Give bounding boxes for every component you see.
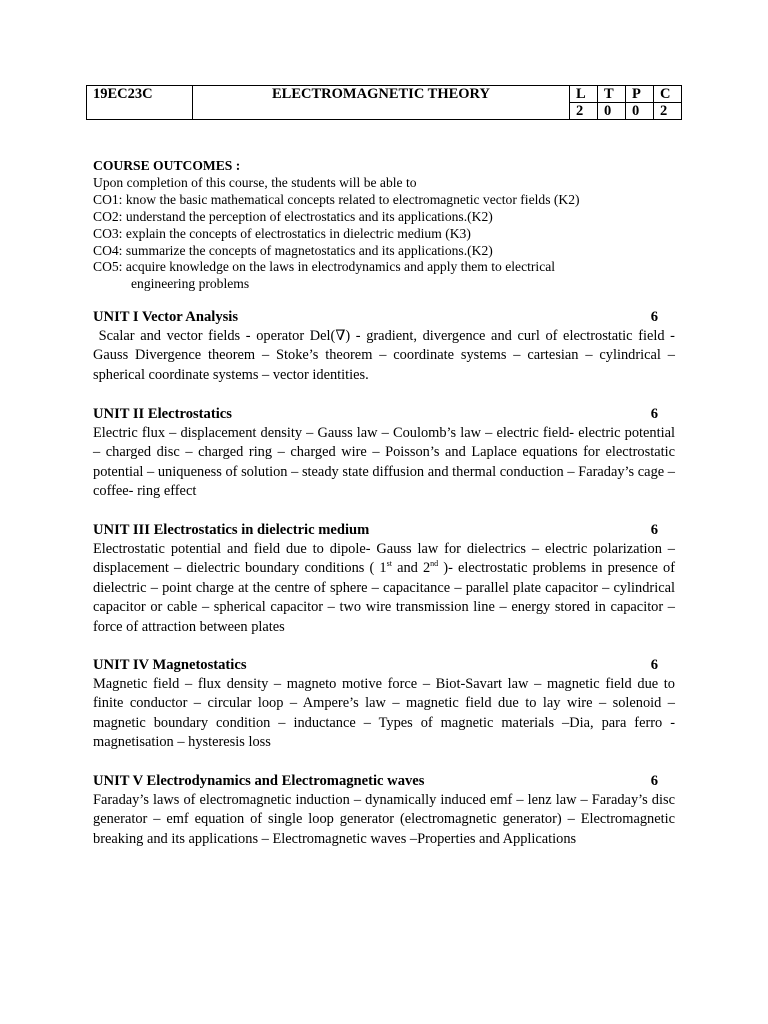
unit-4-heading: [93, 656, 675, 675]
unit-3: [93, 521, 675, 637]
outcome-co5: CO5: acquire knowledge on the laws in electrodynamics and apply them to electrical: [93, 259, 556, 275]
unit-3-body-part-c: )- electrostatic problems in presence of dielectric – point charge at the centre of sphere – capacitance – parallel plate capacitor – cylindrical capacitor or cable – spherical capacitor – two wire transmission line – energy stored in capacitor – force of attraction between plates: [93, 560, 676, 635]
unit-4-hours: 6: [650, 657, 658, 673]
ltpc-label-l: L: [570, 86, 598, 103]
unit-3-hours: 6: [650, 522, 658, 538]
unit-3-heading: [93, 521, 675, 540]
unit-5-body: Faraday’s laws of electromagnetic induction – dynamically induced emf – lenz law – Faraday’s disc generator – emf equation of single loop generator (electromagnetic generator) – Electromagnetic breaking and its applications – Electromagnetic waves –Properties and Applications: [93, 792, 675, 847]
outcomes-heading: COURSE OUTCOMES :: [93, 158, 241, 173]
ltpc-label-c: C: [654, 86, 682, 103]
outcome-co2: CO2: understand the perception of electrostatics and its applications.(K2): [93, 208, 493, 224]
outcome-co5-continuation: engineering problems: [131, 276, 250, 292]
outcome-co1: CO1: know the basic mathematical concepts related to electromagnetic vector fields (K2): [93, 191, 580, 207]
unit-2: [93, 405, 675, 502]
unit-5: [93, 772, 675, 849]
ltpc-value-t: 0: [598, 103, 626, 120]
unit-3-body: [93, 540, 675, 637]
unit-1: [93, 308, 679, 385]
unit-3-sup-st: st: [386, 559, 392, 569]
unit-2-hours: 6: [650, 406, 658, 422]
unit-4-title: UNIT IV Magnetostatics: [93, 657, 247, 673]
unit-3-body-part-a: Electrostatic potential and field due to dipole- Gauss law for dielectrics – electric polarization – displacement – dielectric boundary conditions ( 1: [93, 541, 675, 577]
unit-1-heading: [93, 308, 675, 327]
unit-1-title: UNIT I Vector Analysis: [93, 309, 239, 325]
unit-1-body: Scalar and vector fields - operator Del(∇) - gradient, divergence and curl of electrostatic field - Gauss Divergence theorem – Stoke’s theorem – coordinate systems – cartesian – cylindrical – spherical coordinate systems – vector identities.: [93, 328, 679, 383]
unit-2-body: Electric flux – displacement density – Gauss law – Coulomb’s law – electric field- electric potential – charged disc – charged ring – charged wire – Poisson’s and Laplace equations for electrostatic potential – uniqueness of solution – steady state diffusion and thermal conduction – Faraday’s cage – coffee- ring effect: [93, 425, 675, 500]
unit-5-hours: 6: [650, 773, 658, 789]
course-header-table: [86, 85, 682, 120]
outcome-co4: CO4: summarize the concepts of magnetostatics and its applications.(K2): [93, 242, 493, 258]
unit-2-title: UNIT II Electrostatics: [93, 406, 232, 422]
outcomes-intro: Upon completion of this course, the students will be able to: [93, 174, 417, 190]
course-code: 19EC23C: [87, 86, 193, 120]
unit-2-heading: [93, 405, 675, 424]
unit-3-title: UNIT III Electrostatics in dielectric medium: [93, 522, 370, 538]
ltpc-label-t: T: [598, 86, 626, 103]
course-outcomes: [93, 158, 675, 293]
unit-3-sup-nd: nd: [430, 559, 439, 569]
ltpc-value-c: 2: [654, 103, 682, 120]
unit-4: [93, 656, 675, 753]
unit-3-body-part-b: and 2: [391, 560, 431, 577]
course-title: ELECTROMAGNETIC THEORY: [193, 86, 570, 120]
unit-5-title: UNIT V Electrodynamics and Electromagnetic waves: [93, 773, 425, 789]
outcome-co3: CO3: explain the concepts of electrostatics in dielectric medium (K3): [93, 225, 471, 241]
unit-4-body: Magnetic field – flux density – magneto motive force – Biot-Savart law – magnetic field due to finite conductor – circular loop – Ampere’s law – magnetic field due to lay wire – solenoid – magnetic boundary condition – inductance – Types of magnetic materials –Dia, para ferro - magnetisation – hysteresis loss: [93, 676, 675, 751]
ltpc-value-p: 0: [626, 103, 654, 120]
unit-1-hours: 6: [650, 309, 658, 325]
ltpc-value-l: 2: [570, 103, 598, 120]
ltpc-label-p: P: [626, 86, 654, 103]
unit-5-heading: [93, 772, 675, 791]
